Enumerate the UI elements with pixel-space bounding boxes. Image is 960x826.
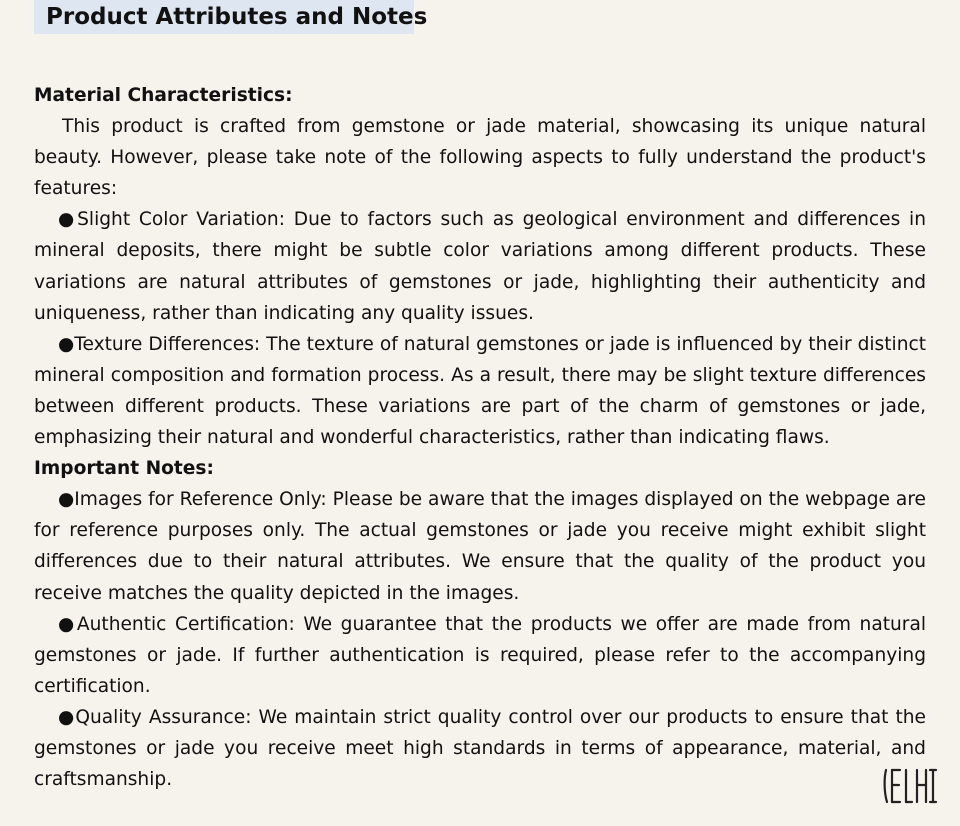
material-heading: Material Characteristics: [34,85,293,106]
notes-heading: Important Notes: [34,458,214,480]
brand-logo [880,766,940,806]
note-item-quality-assurance: ●Quality Assurance: We maintain strict quality control over our products to ensure that the gemstones or jade you receive meet high standards in terms of appearance, material, and craftsmanship. [34,706,926,791]
material-intro: This product is crafted from gemstone or jade material, showcasing its unique natural beauty. However, please take note of the following aspects to fully understand the product's features: [34,116,926,200]
note-item-authentic-certification: ●Authentic Certification: We guarantee that the products we offer are made from natural gemstones or jade. If further authentication is required, please refer to the accompanying certification. [34,613,926,697]
material-item-texture-differences: ●Texture Differences: The texture of natural gemstones or jade is influenced by their distinct mineral composition and formation process. As a result, there may be slight texture differences between different products. These variations are part of the charm of gemstones or jade, emphasizing their natural and wonderful characteristics, rather than indicating flaws. [34,333,926,449]
document-body [34,80,926,795]
note-item-images-reference: ●Images for Reference Only: Please be aware that the images displayed on the webpage are for reference purposes only. The actual gemstones or jade you receive might exhibit slight differences due to their natural attributes. We ensure that the quality of the product you receive matches the quality depicted in the images. [34,489,926,604]
material-item-color-variation: ●Slight Color Variation: Due to factors such as geological environment and differences in mineral deposits, there might be subtle color variations among different products. These variations are natural attributes of gemstones or jade, highlighting their authenticity and uniqueness, rather than indicating any quality issues. [34,209,926,324]
page-title: Product Attributes and Notes [46,4,428,30]
